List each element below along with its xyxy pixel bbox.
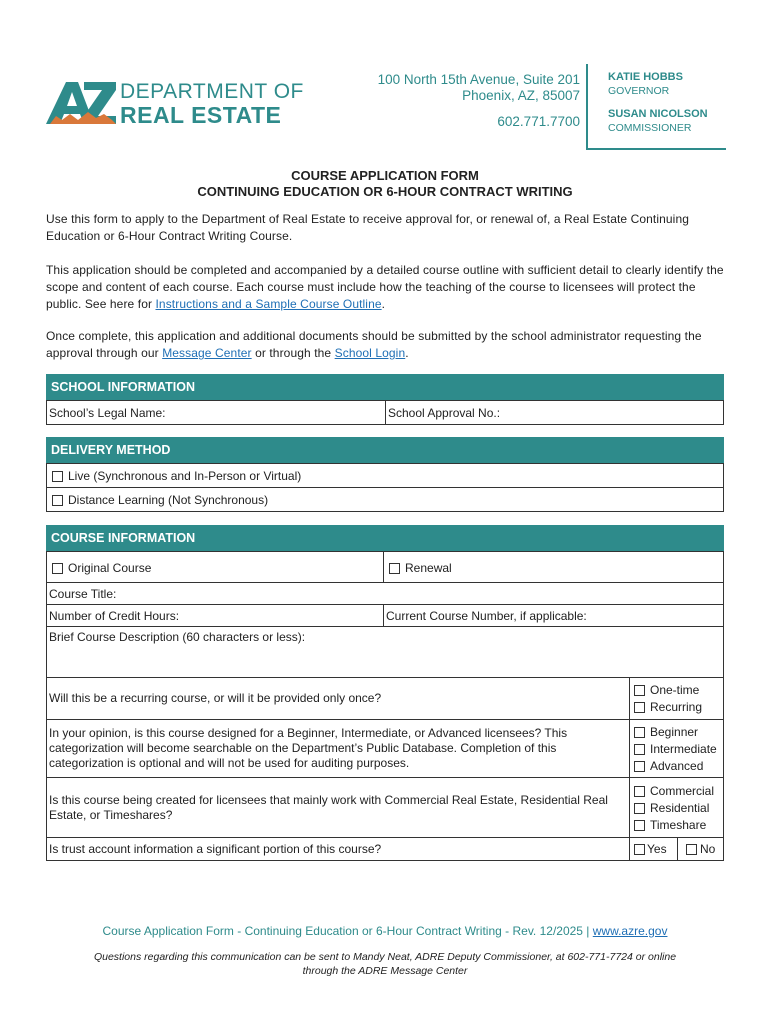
intro-p3-end: . bbox=[405, 346, 409, 360]
credit-hours-label: Number of Credit Hours: bbox=[49, 609, 180, 623]
form-title: COURSE APPLICATION FORM bbox=[291, 168, 479, 183]
delivery-option-distance[interactable] bbox=[46, 487, 724, 512]
type-question: Is this course being created for licensees that mainly work with Commercial Real Estate, Residential Real Estate, or Timeshares? bbox=[49, 793, 608, 822]
trust-yes-checkbox[interactable] bbox=[634, 844, 645, 855]
level-options-cell bbox=[629, 719, 724, 778]
school-approval-no-field[interactable] bbox=[385, 400, 724, 425]
one-time-checkbox[interactable] bbox=[634, 685, 645, 696]
option-recurring[interactable] bbox=[634, 699, 702, 716]
residential-label: Residential bbox=[650, 801, 710, 815]
original-course-row bbox=[52, 561, 151, 576]
governor-name: KATIE HOBBS bbox=[608, 71, 683, 83]
current-course-number-label: Current Course Number, if applicable: bbox=[386, 609, 587, 623]
delivery-live-label: Live (Synchronous and In-Person or Virtual) bbox=[68, 469, 302, 483]
azre-website-link[interactable]: www.azre.gov bbox=[592, 924, 668, 938]
current-course-number-field[interactable] bbox=[383, 604, 724, 627]
level-options bbox=[634, 724, 717, 775]
trust-question-cell bbox=[46, 837, 630, 861]
governor-title: GOVERNOR bbox=[608, 85, 670, 97]
trust-yes-option bbox=[634, 841, 667, 858]
type-question-cell bbox=[46, 777, 630, 838]
original-checkbox[interactable] bbox=[52, 563, 63, 574]
level-question-cell bbox=[46, 719, 630, 778]
advanced-label: Advanced bbox=[650, 759, 704, 773]
type-options bbox=[634, 783, 714, 834]
recurring-options-cell bbox=[629, 677, 724, 720]
trust-yes-cell[interactable] bbox=[629, 837, 678, 861]
address-line2: Phoenix, AZ, 85007 bbox=[462, 88, 580, 103]
intermediate-checkbox[interactable] bbox=[634, 744, 645, 755]
beginner-label: Beginner bbox=[650, 725, 699, 739]
school-info-header: SCHOOL INFORMATION bbox=[46, 374, 724, 400]
advanced-checkbox[interactable] bbox=[634, 761, 645, 772]
intro-p2-text: This application should be completed and accompanied by a detailed course outline with sufficient detail to clearly identify the scope and content of each course. Each course must include how the teaching of the course to licensees will protect the public. See here for bbox=[46, 263, 724, 311]
school-legal-name-field[interactable] bbox=[46, 400, 386, 425]
trust-no-option bbox=[686, 841, 715, 858]
address-line1: 100 North 15th Avenue, Suite 201 bbox=[377, 72, 580, 87]
school-login-link[interactable]: School Login bbox=[334, 346, 406, 360]
renewal-row bbox=[389, 561, 452, 576]
trust-no-label: No bbox=[700, 842, 716, 856]
credit-hours-field[interactable] bbox=[46, 604, 384, 627]
phone-number: 602.771.7700 bbox=[497, 114, 580, 129]
renewal-checkbox[interactable] bbox=[389, 563, 400, 574]
instructions-link[interactable]: Instructions and a Sample Course Outline bbox=[155, 297, 382, 311]
description-field[interactable] bbox=[46, 626, 724, 678]
original-course-label: Original Course bbox=[68, 561, 152, 575]
intro-p3-text: Once complete, this application and additional documents should be submitted by the school administrator requesting the approval through our bbox=[46, 329, 702, 360]
residential-checkbox[interactable] bbox=[634, 803, 645, 814]
timeshare-checkbox[interactable] bbox=[634, 820, 645, 831]
distance-checkbox[interactable] bbox=[52, 495, 63, 506]
commercial-label: Commercial bbox=[650, 784, 715, 798]
timeshare-label: Timeshare bbox=[650, 818, 707, 832]
one-time-label: One-time bbox=[650, 683, 700, 697]
course-title-field[interactable] bbox=[46, 582, 724, 605]
form-subtitle: CONTINUING EDUCATION OR 6-HOUR CONTRACT WRITING bbox=[197, 184, 573, 199]
recurring-label: Recurring bbox=[650, 700, 703, 714]
intro-paragraph-1: Use this form to apply to the Department of Real Estate to receive approval for, or renewal of, a Real Estate Continuing Education or 6-Hour Contract Writing Course. bbox=[46, 212, 689, 243]
trust-no-checkbox[interactable] bbox=[686, 844, 697, 855]
option-residential[interactable] bbox=[634, 800, 714, 817]
original-course-cell[interactable] bbox=[46, 551, 384, 583]
header-divider bbox=[586, 64, 588, 150]
beginner-checkbox[interactable] bbox=[634, 727, 645, 738]
logo-line1: DEPARTMENT OF bbox=[120, 80, 304, 103]
option-commercial[interactable] bbox=[634, 783, 714, 800]
renewal-cell[interactable] bbox=[383, 551, 724, 583]
intermediate-label: Intermediate bbox=[650, 742, 717, 756]
commissioner-name: SUSAN NICOLSON bbox=[608, 108, 708, 120]
delivery-option-live-row bbox=[52, 469, 301, 484]
course-title-label: Course Title: bbox=[49, 587, 117, 601]
option-beginner[interactable] bbox=[634, 724, 717, 741]
intro-paragraph-2 bbox=[46, 262, 726, 313]
adre-logo bbox=[44, 78, 118, 128]
intro-p2-end: . bbox=[381, 297, 386, 311]
footer-contact-line1: Questions regarding this communication can be sent to Mandy Neat, ADRE Deputy Commissioner, at 602-771-7724 or online bbox=[93, 951, 677, 963]
option-advanced[interactable] bbox=[634, 758, 717, 775]
trust-question: Is trust account information a significant portion of this course? bbox=[49, 842, 382, 856]
renewal-label: Renewal bbox=[405, 561, 452, 575]
recurring-checkbox[interactable] bbox=[634, 702, 645, 713]
intro-paragraph-3 bbox=[46, 328, 726, 362]
trust-yes-label: Yes bbox=[647, 842, 667, 856]
recurring-question-cell bbox=[46, 677, 630, 720]
level-question: In your opinion, is this course designed for a Beginner, Intermediate, or Advanced licensees? This categorization will become searchable on the Department’s Public Database. Completion of this categorization is optional and will not be used for auditing purposes. bbox=[49, 726, 568, 770]
description-label: Brief Course Description (60 characters or less): bbox=[49, 630, 306, 644]
delivery-method-header: DELIVERY METHOD bbox=[46, 437, 724, 463]
school-legal-name-label: School’s Legal Name: bbox=[49, 406, 166, 420]
delivery-option-live[interactable] bbox=[46, 463, 724, 488]
footer-contact-note bbox=[0, 950, 770, 978]
delivery-distance-label: Distance Learning (Not Synchronous) bbox=[68, 493, 269, 507]
commercial-checkbox[interactable] bbox=[634, 786, 645, 797]
footer-revision-line bbox=[0, 924, 770, 938]
recurring-options bbox=[634, 682, 702, 716]
school-approval-no-label: School Approval No.: bbox=[388, 406, 501, 420]
live-checkbox[interactable] bbox=[52, 471, 63, 482]
delivery-option-distance-row bbox=[52, 493, 268, 508]
footer-contact-line2: through the ADRE Message Center bbox=[302, 965, 468, 977]
course-info-header: COURSE INFORMATION bbox=[46, 525, 724, 551]
trust-no-cell[interactable] bbox=[677, 837, 724, 861]
commissioner-title: COMMISSIONER bbox=[608, 122, 692, 134]
header-underline bbox=[588, 148, 726, 150]
option-one-time[interactable] bbox=[634, 682, 702, 699]
footer-revision-text: Course Application Form - Continuing Education or 6-Hour Contract Writing - Rev. 12/2025 | bbox=[102, 924, 593, 938]
logo-line2: REAL ESTATE bbox=[120, 102, 282, 128]
intro-p3-mid: or through the bbox=[251, 346, 335, 360]
option-timeshare[interactable] bbox=[634, 817, 714, 834]
message-center-link[interactable]: Message Center bbox=[162, 346, 252, 360]
option-intermediate[interactable] bbox=[634, 741, 717, 758]
recurring-question: Will this be a recurring course, or will it be provided only once? bbox=[49, 691, 382, 705]
type-options-cell bbox=[629, 777, 724, 838]
